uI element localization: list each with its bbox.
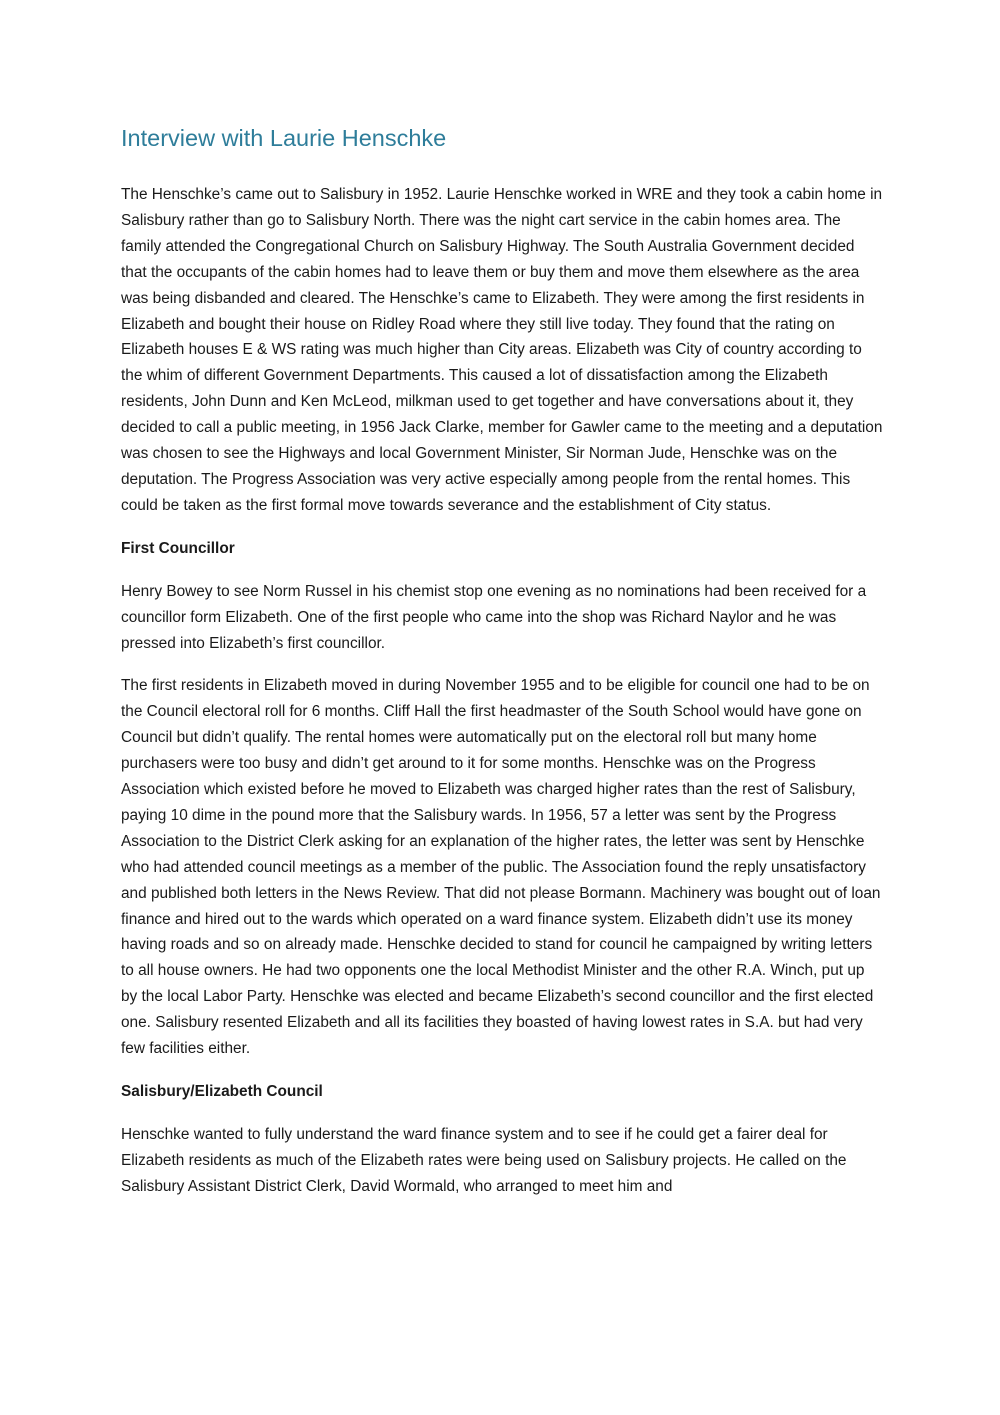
paragraph: The first residents in Elizabeth moved in during November 1955 and to be eligible for council one had to be on the Council electoral roll for 6 months. Cliff Hall the first headmaster of the South School would have gone on Council but didn’t qualify. The rental homes were automatically put on the electoral roll but many home purchasers were too busy and didn’t get around to it for some months. Henschke was on the Progress Association which existed before he moved to Elizabeth was charged higher rates than the rest of Salisbury, paying 10 dime in the pound more that the Salisbury wards. In 1956, 57 a letter was sent by the Progress Association to the District Clerk asking for an explanation of the higher rates, the letter was sent by Henschke who had attended council meetings as a member of the public. The Association found the reply unsatisfactory and published both letters in the News Review. That did not please Bormann. Machinery was bought out of loan finance and hired out to the wards which operated on a ward finance system. Elizabeth didn’t use its money having roads and so on already made. Henschke decided to stand for council he campaigned by writing letters to all house owners. He had two opponents one the local Methodist Minister and the other R.A. Winch, put up by the local Labor Party. Henschke was elected and became Elizabeth’s second councillor and the first elected one. Salisbury resented Elizabeth and all its facilities they boasted of having lowest rates in S.A. but had very few facilities either. <box>121 677 881 1058</box>
paragraph: Henry Bowey to see Norm Russel in his chemist stop one evening as no nominations had been received for a councillor form Elizabeth. One of the first people who came into the shop was Richard Naylor and he was pressed into Elizabeth’s first councillor. <box>121 582 867 652</box>
document-body <box>121 122 883 1217</box>
section-heading-salisbury-elizabeth-council: Salisbury/Elizabeth Council <box>121 1083 323 1100</box>
document-title: Interview with Laurie Henschke <box>121 125 447 151</box>
paragraph: Henschke wanted to fully understand the ward finance system and to see if he could get a fairer deal for Elizabeth residents as much of the Elizabeth rates were being used on Salisbury projects. He called on the Salisbury Assistant District Clerk, David Wormald, who arranged to meet him and <box>121 1125 847 1195</box>
paragraph: The Henschke’s came out to Salisbury in 1952. Laurie Henschke worked in WRE and they took a cabin home in Salisbury rather than go to Salisbury North. There was the night cart service in the cabin homes area. The family attended the Congregational Church on Salisbury Highway. The South Australia Government decided that the occupants of the cabin homes had to leave them or buy them and move them elsewhere as the area was being disbanded and cleared. The Henschke’s came to Elizabeth. They were among the first residents in Elizabeth and bought their house on Ridley Road where they still live today. They found that the rating on Elizabeth houses E & WS rating was much higher than City areas. Elizabeth was City of country according to the whim of different Government Departments. This caused a lot of dissatisfaction among the Elizabeth residents, John Dunn and Ken McLeod, milkman used to get together and have conversations about it, they decided to call a public meeting, in 1956 Jack Clarke, member for Gawler came to the meeting and a deputation was chosen to see the Highways and local Government Minister, Sir Norman Jude, Henschke was on the deputation. The Progress Association was very active especially among people from the rental homes. This could be taken as the first formal move towards severance and the establishment of City status. <box>121 186 883 514</box>
section-heading-first-councillor: First Councillor <box>121 539 235 557</box>
